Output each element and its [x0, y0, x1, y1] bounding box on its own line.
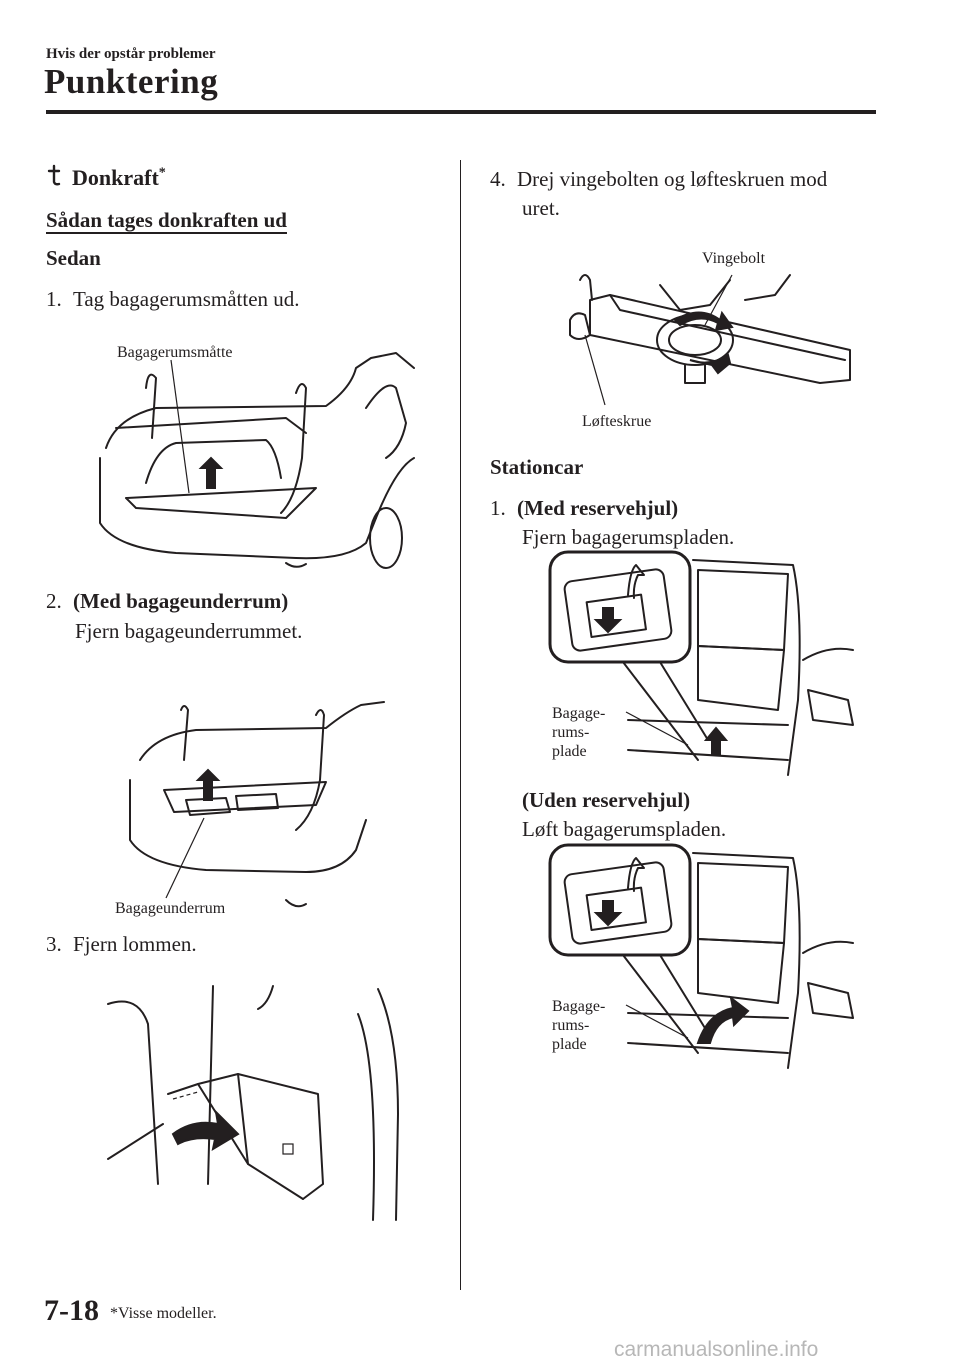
figure5-label [552, 704, 605, 761]
step-2-text: Fjern bagageunderrummet. [75, 619, 303, 643]
title-rule [46, 110, 876, 114]
section-label: Hvis der opstår problemer [46, 46, 216, 62]
figure-trunk-underfloor [126, 700, 386, 918]
step-number: 4. [490, 167, 506, 191]
footnote: *Visse modeller. [110, 1305, 217, 1322]
sc-variant2-title: (Uden reservehjul) [522, 788, 691, 812]
step-3 [46, 930, 197, 959]
step-title: (Med bagageunderrum) [73, 589, 289, 613]
figure6-label-line2: rums- [552, 1017, 590, 1034]
figure-trunk-pocket [98, 984, 408, 1220]
sc-step-1-text: Fjern bagagerumspladen. [522, 525, 735, 549]
step-4-cont: uret. [522, 196, 560, 220]
step-text: Tag bagagerumsmåtten ud. [73, 287, 300, 311]
step-4 [490, 165, 827, 194]
figure5-label-line3: plade [552, 743, 587, 760]
figure6-label-line3: plade [552, 1036, 587, 1053]
figure4-label-liftscrew: Løfteskrue [582, 413, 652, 430]
section-heading [72, 165, 166, 191]
step-number: 3. [46, 932, 62, 956]
subheading: Sådan tages donkraften ud [46, 208, 287, 232]
figure6-label [552, 997, 605, 1054]
figure1-label: Bagagerumsmåtte [117, 344, 233, 361]
figure2-label: Bagageunderrum [115, 900, 226, 917]
watermark[interactable]: carmanualsonline.info [614, 1338, 819, 1361]
stationcar-heading: Stationcar [490, 455, 584, 479]
figure5-label-line1: Bagage- [552, 705, 606, 722]
step-text: Drej vingebolten og løfteskruen mod [517, 167, 828, 191]
step-text: Fjern lommen. [73, 932, 197, 956]
figure-trunk-mat [96, 348, 416, 582]
step-2 [46, 587, 288, 616]
heading-text: Donkraft [72, 165, 159, 190]
step-number: 1. [490, 496, 506, 520]
step-number: 1. [46, 287, 62, 311]
step-title: (Med reservehjul) [517, 496, 679, 520]
sedan-heading: Sedan [46, 246, 101, 270]
page-title: Punktering [44, 62, 219, 101]
page-number: 7-18 [44, 1294, 99, 1327]
figure6-label-line1: Bagage- [552, 998, 606, 1015]
step-1 [46, 285, 300, 314]
figure-jack [550, 265, 860, 415]
column-divider [460, 160, 461, 1290]
figure5-label-line2: rums- [552, 724, 590, 741]
heading-asterisk: * [158, 165, 166, 181]
sc-variant2-text: Løft bagagerumspladen. [522, 817, 727, 841]
figure4-label-wingbolt: Vingebolt [702, 250, 766, 267]
step-number: 2. [46, 589, 62, 613]
sc-step-1 [490, 494, 678, 523]
bullet-icon [46, 164, 62, 186]
